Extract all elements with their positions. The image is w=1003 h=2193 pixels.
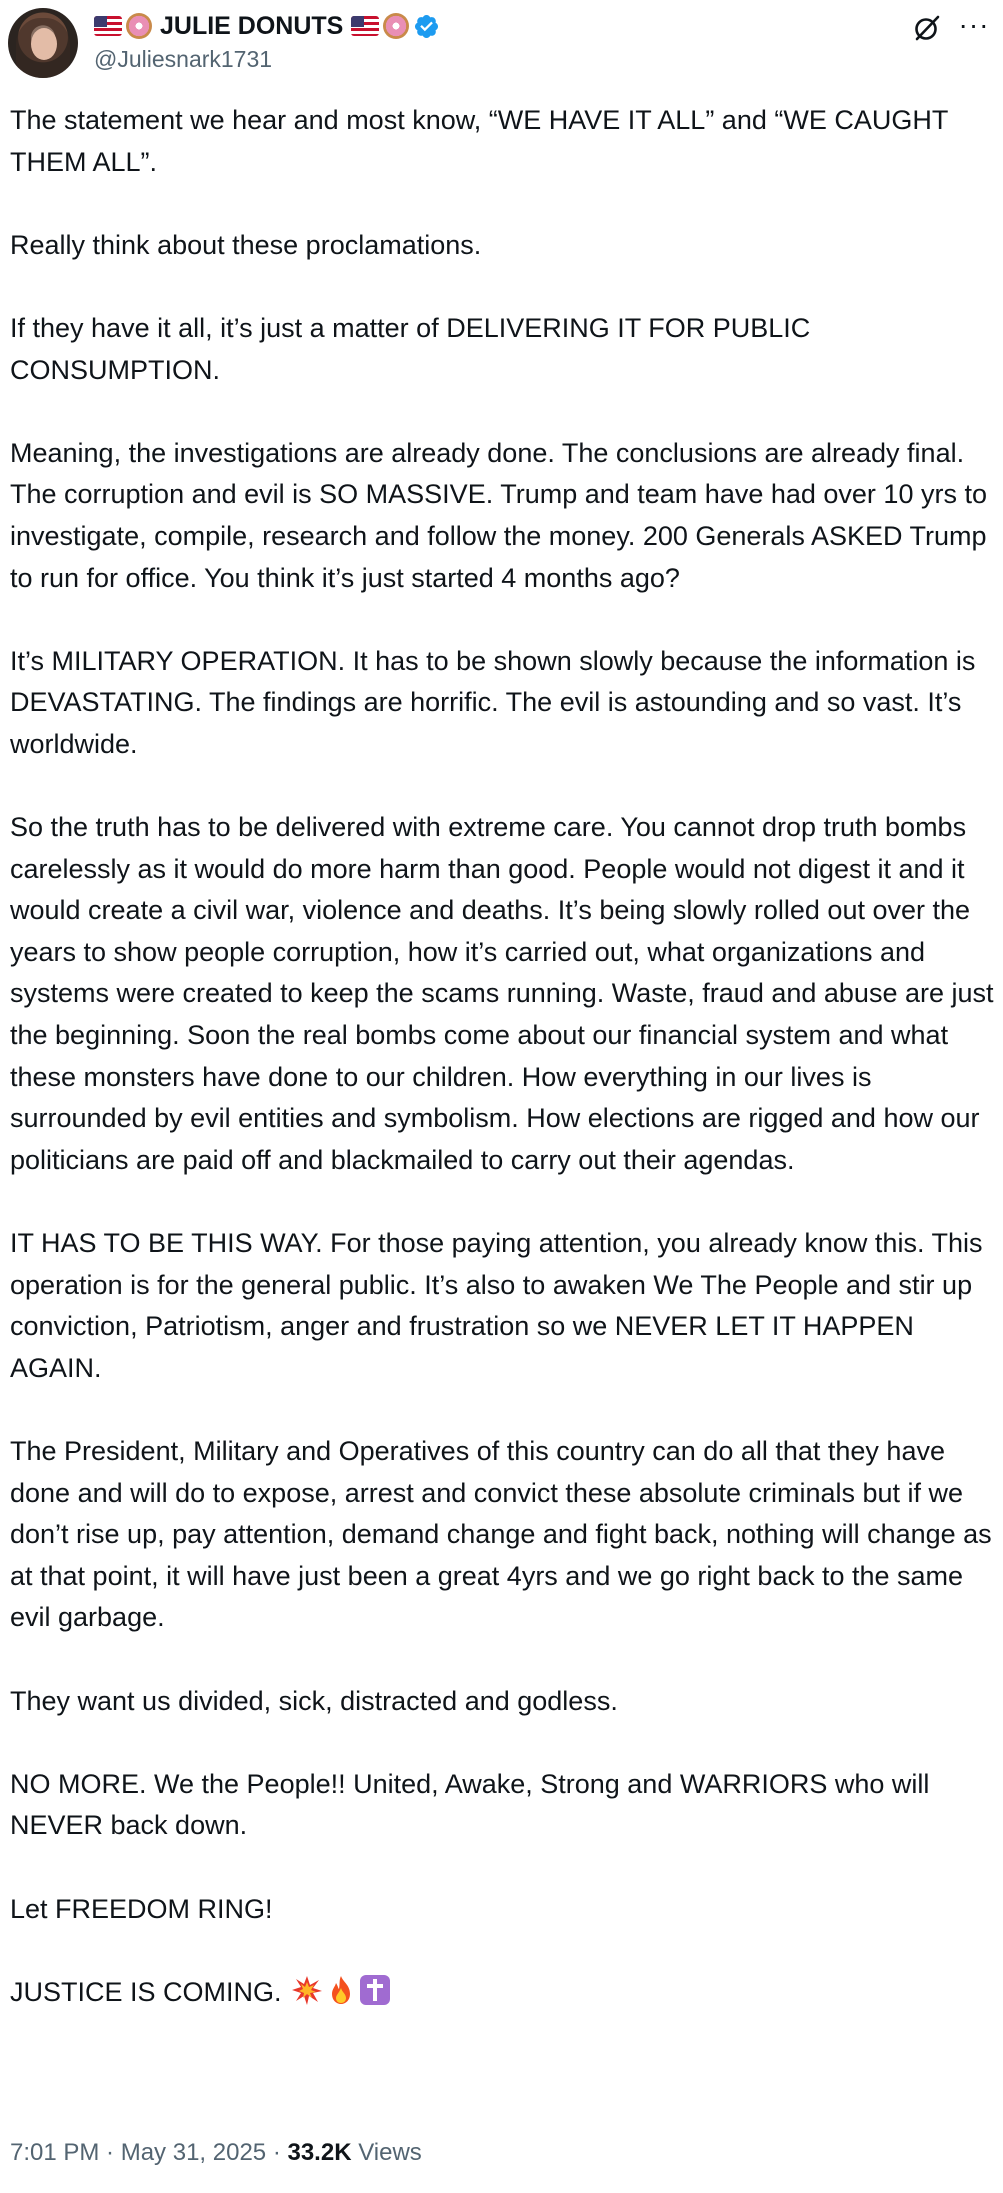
tweet-paragraph: IT HAS TO BE THIS WAY. For those paying attention, you already know this. This operation is for the general public. It’s also to awaken We The People and stir up conviction, Patriotism, anger and frustration so we NEVER LET IT HAPPEN AGAIN. — [10, 1228, 990, 1383]
views-label: Views — [358, 2139, 422, 2166]
donut-icon — [383, 13, 409, 39]
tweet-time[interactable]: 7:01 PM — [10, 2139, 100, 2166]
more-options-icon[interactable]: ··· — [958, 9, 990, 40]
tweet-meta — [10, 2139, 422, 2167]
tweet-paragraph: If they have it all, it’s just a matter of DELIVERING IT FOR PUBLIC CONSUMPTION. — [10, 312, 818, 385]
tweet-closing-text: JUSTICE IS COMING. — [10, 1976, 282, 2007]
grok-icon[interactable] — [911, 12, 943, 44]
verified-badge-icon[interactable] — [413, 13, 440, 40]
tweet-paragraph: NO MORE. We the People!! United, Awake, Strong and WARRIORS who will NEVER back down. — [10, 1768, 937, 1841]
tweet-paragraph: Really think about these proclamations. — [10, 229, 482, 260]
author-handle[interactable]: @Juliesnark1731 — [94, 46, 273, 72]
tweet-date[interactable]: May 31, 2025 — [120, 2139, 267, 2166]
tweet-paragraph: It’s MILITARY OPERATION. It has to be shown slowly because the information is DEVASTATING. The findings are horrific. The evil is astounding and so vast. It’s worldwide. — [10, 645, 983, 759]
tweet-paragraph: So the truth has to be delivered with extreme care. You cannot drop truth bombs carelessly as it would do more harm than good. People would not digest it and it would create a civil war, violence and deaths. It’s being slowly rolled out over the years to show people corruption, how it’s carried out, what organizations and systems were created to keep the scams running. Waste, fraud and abuse are just the beginning. Soon the real bombs come about our financial system and what these monsters have done to our children. How everything in our lives is surrounded by evil entities and symbolism. How elections are rigged and how our politicians are paid off and blackmailed to carry out their agendas. — [10, 812, 1002, 1175]
views-count: 33.2K — [287, 2139, 352, 2166]
tweet-text — [10, 100, 1000, 2013]
avatar-face — [31, 28, 57, 60]
meta-separator: · — [99, 2139, 121, 2166]
latin-cross-icon — [359, 1974, 391, 2006]
tweet-closing-line — [10, 1972, 1000, 2014]
us-flag-icon — [351, 16, 379, 36]
author-avatar[interactable] — [8, 8, 78, 78]
tweet-paragraph: Let FREEDOM RING! — [10, 1893, 273, 1924]
tweet-header — [0, 0, 1003, 90]
us-flag-icon — [94, 16, 122, 36]
fire-icon — [325, 1974, 357, 2006]
tweet-paragraph: The President, Military and Operatives of this country can do all that they have done and will do to expose, arrest and convict these absolute criminals but if we don’t rise up, pay attention, demand change and fight back, nothing will change as at that point, it will have just been a great 4yrs and we go right back to the same evil garbage. — [10, 1436, 1000, 1633]
meta-separator: · — [266, 2139, 288, 2166]
donut-icon — [126, 13, 152, 39]
tweet-paragraph: They want us divided, sick, distracted and godless. — [10, 1685, 618, 1716]
author-display-name[interactable]: JULIE DONUTS — [160, 11, 344, 40]
tweet-paragraph: The statement we hear and most know, “WE HAVE IT ALL” and “WE CAUGHT THEM ALL”. — [10, 105, 955, 177]
author-name-row[interactable] — [94, 10, 440, 42]
collision-icon — [291, 1974, 323, 2006]
tweet-paragraph: Meaning, the investigations are already done. The conclusions are already final. The corruption and evil is SO MASSIVE. Trump and team have had over 10 yrs to investigate, compile, research and follow the money. 200 Generals ASKED Trump to run for office. You think it’s just started 4 months ago? — [10, 437, 995, 593]
